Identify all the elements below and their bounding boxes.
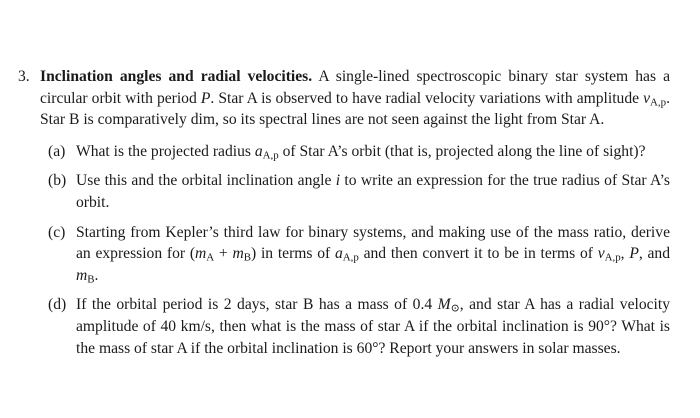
symbol-inclination: i	[335, 172, 341, 190]
part-text: What is the projected radius	[76, 142, 255, 160]
part-c	[48, 222, 670, 287]
symbol-subscript: A,p	[604, 251, 621, 264]
part-label: (d)	[48, 296, 67, 314]
part-text: ,	[620, 245, 630, 263]
part-text: of Star A’s orbit (that is, projected along the line of sight)?	[278, 142, 646, 160]
part-text: , and	[638, 245, 671, 263]
symbol-subscript: B	[243, 251, 252, 264]
part-text: Starting from Kepler’s third law for binary systems, and making use of the mass ratio, derive an expression for (	[76, 223, 670, 263]
symbol-solar-mass: M	[437, 296, 451, 314]
part-label: (c)	[48, 223, 66, 241]
problem-number: 3.	[18, 68, 30, 85]
part-text: If the orbital period is 2 days, star B has a mass of 0.4	[76, 296, 438, 314]
part-text: and then convert it to be in terms of	[358, 245, 598, 263]
symbol-mass: m	[232, 245, 244, 263]
part-text: .	[94, 266, 99, 284]
part-text: to write an expression for the true radius of Star A’s orbit.	[76, 172, 670, 211]
symbol-velocity: v	[597, 245, 605, 263]
problem-intro	[18, 66, 670, 131]
problem-title: Inclination angles and radial velocities.	[40, 68, 313, 85]
symbol-subscript: ⊙	[450, 303, 460, 316]
problem-3	[18, 66, 670, 367]
symbol-subscript: A,p	[342, 251, 359, 264]
part-d	[48, 294, 670, 359]
symbol-subscript: A,p	[262, 149, 279, 162]
symbol-period: P	[629, 245, 639, 263]
part-text: Use this and the orbital inclination angle	[76, 172, 336, 190]
part-b	[48, 170, 670, 213]
part-a	[48, 141, 670, 163]
symbol-mass: m	[76, 266, 88, 284]
symbol-period: P	[200, 89, 211, 107]
symbol-velocity: v	[643, 89, 651, 107]
part-label: (a)	[48, 142, 66, 160]
symbol-radius: a	[334, 245, 343, 263]
intro-text: . Star A is observed to have radial velocity variations with amplitude	[210, 89, 644, 107]
plus-sign: +	[214, 245, 233, 263]
part-label: (b)	[48, 172, 67, 190]
part-text: , and star A has a radial velocity amplitude of 40 km/s, then what is the mass of star A if the orbital inclination is 90°? What is the mass of star A if the orbital inclination is 60°? Report your answers in solar masses.	[76, 296, 671, 357]
part-text: ) in terms of	[251, 245, 335, 263]
intro-text: A single-lined spectroscopic binary star system has a circular orbit with period	[40, 68, 670, 107]
symbol-mass: m	[195, 245, 207, 263]
symbol-radius: a	[254, 142, 263, 160]
symbol-subscript: A,p	[650, 96, 667, 109]
intro-text: . Star B is comparatively dim, so its spectral lines are not seen against the light from Star A.	[40, 89, 671, 129]
sub-questions	[18, 141, 670, 359]
symbol-subscript: A	[206, 251, 215, 264]
symbol-subscript: B	[87, 273, 95, 286]
